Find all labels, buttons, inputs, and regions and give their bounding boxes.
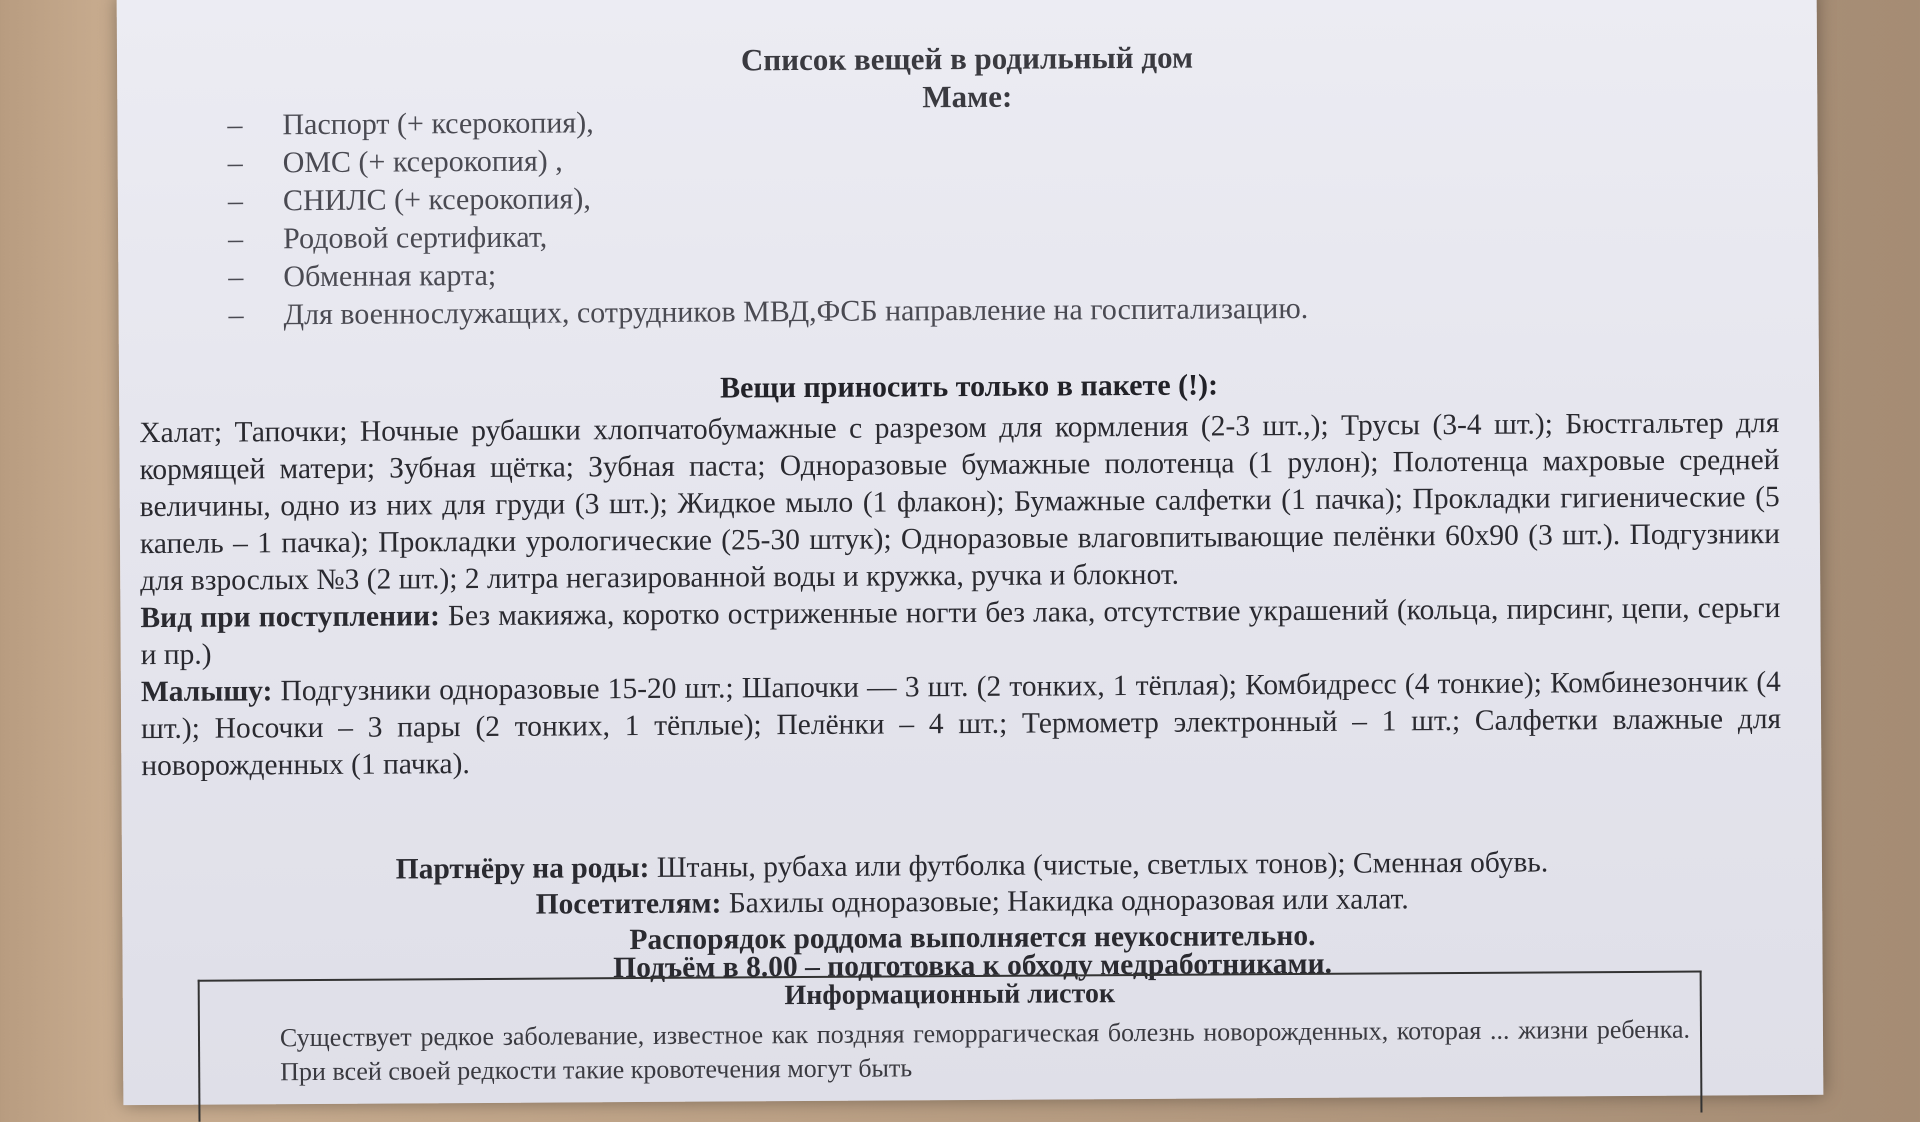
list-item-text: Для военнослужащих, сотрудников МВД,ФСБ направление на госпитализацию.: [283, 291, 1309, 332]
package-section-title: Вещи приносить только в пакете (!):: [719, 368, 1219, 405]
list-item: [228, 289, 1528, 335]
wakeup-line: Подъём в 8.00 – подготовка к обходу медработниками.: [613, 947, 1333, 985]
partner-text: Штаны, рубаха или футболка (чистые, светлых тонов); Сменная обувь.: [649, 846, 1549, 884]
dash: –: [228, 298, 244, 332]
visitors-text: Бахилы одноразовые; Накидка одноразовая или халат.: [721, 883, 1409, 920]
visitors-label: Посетителям:: [535, 887, 722, 921]
list-item-text: ОМС (+ ксерокопия) ,: [282, 144, 563, 180]
appearance-label: Вид при поступлении:: [140, 600, 440, 635]
rules-line: Распорядок роддома выполняется неукоснительно.: [629, 919, 1316, 957]
partner-label: Партнёру на роды:: [395, 851, 650, 886]
subtitle-mother: Маме:: [922, 78, 1013, 115]
appearance-text: Без макияжа, коротко остриженные ногти без лака, отсутствие украшений (кольца, пирсинг, цепи, серьги и пр.): [140, 592, 1781, 672]
documents-list: [227, 99, 1528, 335]
dash: –: [227, 108, 243, 142]
title-line: Список вещей в родильный дом: [740, 39, 1194, 78]
baby-text: Подгузники одноразовые 15-20 шт.; Шапочки — 3 шт. (2 тонких, 1 тёплая); Комбидресс (4 тонкие); Комбинезончик (4 шт.); Носочки – 3 пары (2 тонких, 1 тёплые); Пелёнки – 4 шт.; Термометр электронный – 1 шт.; Салфетки влажные для новорожденных (1 пачка).: [141, 666, 1782, 783]
dash: –: [227, 146, 243, 180]
baby-label: Малышу:: [140, 675, 273, 709]
list-item-text: СНИЛС (+ ксерокопия),: [282, 182, 591, 218]
info-title: Информационный листок: [784, 978, 1116, 1012]
appearance-paragraph: [140, 590, 1780, 674]
package-items-paragraph: Халат; Тапочки; Ночные рубашки хлопчатобумажные с разрезом для кормления (2-3 шт.,); Трусы (3-4 шт.); Бюстгальтер для кормящей матери; Зубная щётка; Зубная паста; Одноразовые бумажные полотенца (1 рулон); Полотенца махровые средней величины, одно из них для груди (3 шт.); Жидкое мыло (1 флакон); Бумажные салфетки (1 пачка); Прокладки гигиенические (5 капель – 1 пачка); Прокладки урологические (25-30 штук); Одноразовые влаговпитывающие пелёнки 60х90 (3 шт.). Подгузники для взрослых №3 (2 шт.); 2 литра негазированной воды и кружка, ручка и блокнот.: [139, 407, 1781, 598]
info-text: Существует редкое заболевание, известное как поздняя геморрагическая болезнь новорожденных, которая ... жизни ребенка. При всей своей редкости такие кровотечения могут быть: [279, 1014, 1691, 1087]
list-item-text: Паспорт (+ ксерокопия),: [282, 106, 594, 142]
dash: –: [227, 184, 243, 218]
body-text: [139, 405, 1781, 785]
dash: –: [228, 260, 244, 294]
list-item-text: Родовой сертификат,: [283, 220, 548, 256]
baby-paragraph: [141, 664, 1782, 785]
dash: –: [228, 222, 244, 256]
info-box: [198, 971, 1703, 1122]
document-page: [117, 0, 1824, 1105]
list-item-text: Обменная карта;: [283, 258, 497, 294]
